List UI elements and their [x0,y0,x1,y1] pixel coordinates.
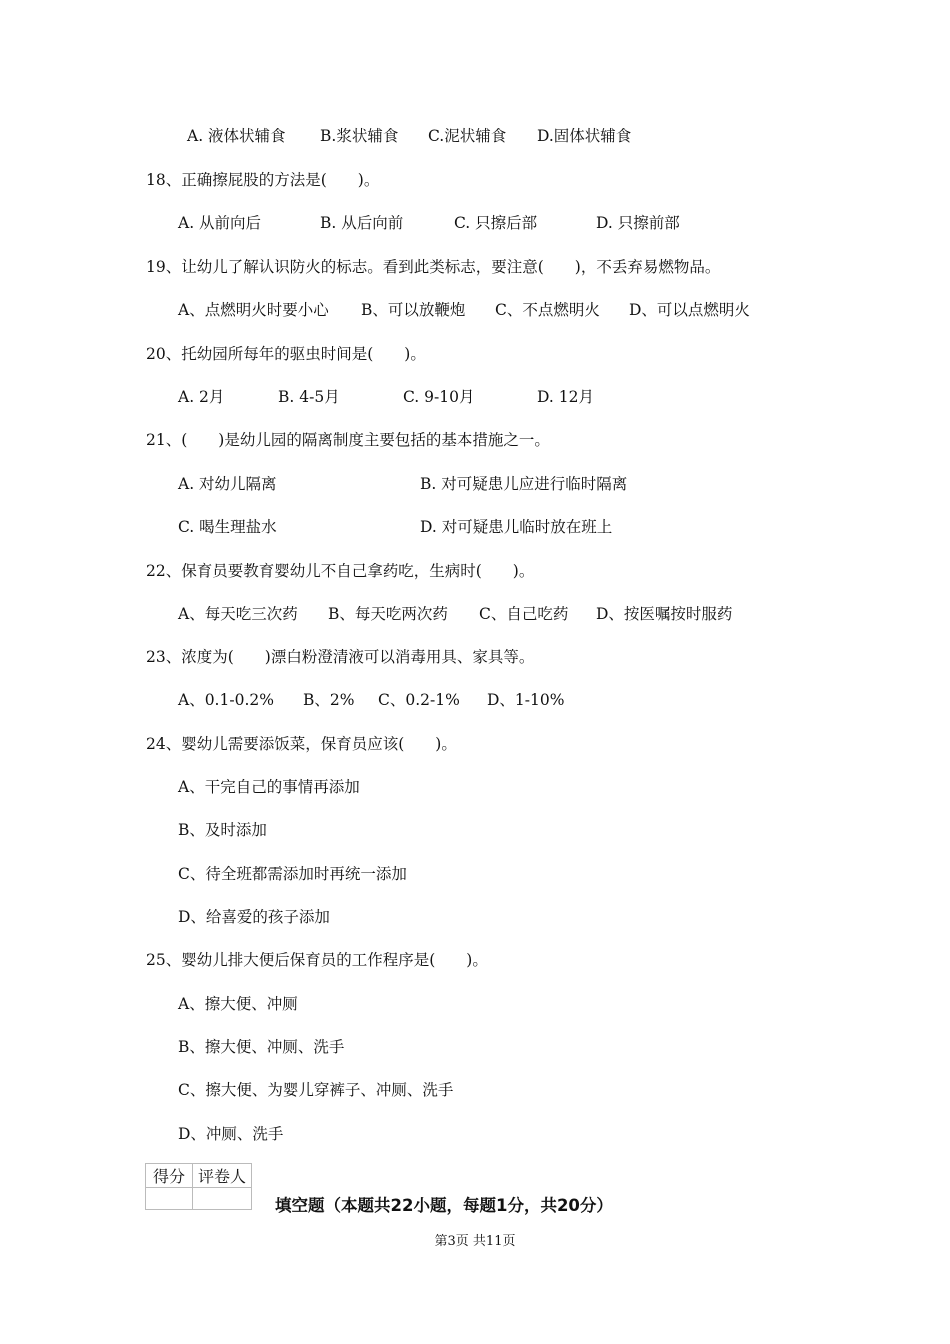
q19-stem: 19、让幼儿了解认识防火的标志。看到此类标志，要注意( )，不丢弃易燃物品。 [146,258,721,276]
q22-stem: 22、保育员要教育婴幼儿不自己拿药吃，生病时( )。 [146,562,535,580]
q23-stem: 23、浓度为( )漂白粉澄清液可以消毒用具、家具等。 [146,648,535,666]
q18-stem: 18、正确擦屁股的方法是( )。 [146,171,380,189]
q24-option-d: D、给喜爱的孩子添加 [178,908,330,926]
q25-option-d: D、冲厕、洗手 [178,1125,284,1143]
q24-stem: 24、婴幼儿需要添饭菜，保育员应该( )。 [146,735,457,753]
q21-option-b: B. 对可疑患儿应进行临时隔离 [420,475,628,493]
q19-option-b: B、可以放鞭炮 [361,301,466,319]
q23-option-c: C、0.2-1% [378,691,460,709]
q22-option-b: B、每天吃两次药 [328,605,448,623]
q20-option-d: D. 12月 [537,388,594,406]
q20-stem: 20、托幼园所每年的驱虫时间是( )。 [146,345,426,363]
q23-option-b: B、2% [303,691,355,709]
q17-option-a: A. 液体状辅食 [187,127,286,145]
q20-option-b: B. 4-5月 [278,388,340,406]
q18-option-b: B. 从后向前 [320,214,404,232]
q24-option-b: B、及时添加 [178,821,267,839]
q22-option-a: A、每天吃三次药 [178,605,298,623]
q17-option-c: C.泥状辅食 [428,127,507,145]
q17-option-d: D.固体状辅食 [537,127,632,145]
q25-option-c: C、擦大便、为婴儿穿裤子、冲厕、洗手 [178,1081,454,1099]
score-cell[interactable] [146,1188,193,1210]
q23-option-d: D、1-10% [487,691,565,709]
q21-option-c: C. 喝生理盐水 [178,518,277,536]
q20-option-c: C. 9-10月 [403,388,475,406]
q25-stem: 25、婴幼儿排大便后保育员的工作程序是( )。 [146,951,488,969]
grader-cell[interactable] [193,1188,252,1210]
q21-stem: 21、( )是幼儿园的隔离制度主要包括的基本措施之一。 [146,431,550,449]
page-footer: 第3页 共11页 [434,1234,516,1249]
q19-option-d: D、可以点燃明火 [629,301,750,319]
q18-option-a: A. 从前向后 [178,214,262,232]
q21-option-a: A. 对幼儿隔离 [178,475,277,493]
q18-option-c: C. 只擦后部 [454,214,538,232]
score-table [145,1163,252,1210]
q17-option-b: B.浆状辅食 [320,127,399,145]
q19-option-c: C、不点燃明火 [495,301,600,319]
grader-header: 评卷人 [193,1164,252,1188]
q24-option-c: C、待全班都需添加时再统一添加 [178,865,407,883]
q21-option-d: D. 对可疑患儿临时放在班上 [420,518,613,536]
q25-option-a: A、擦大便、冲厕 [178,995,298,1013]
score-header: 得分 [146,1164,193,1188]
q22-option-c: C、自己吃药 [479,605,569,623]
q20-option-a: A. 2月 [178,388,225,406]
section-title: 填空题（本题共22小题，每题1分，共20分） [275,1196,613,1215]
q24-option-a: A、干完自己的事情再添加 [178,778,360,796]
q25-option-b: B、擦大便、冲厕、洗手 [178,1038,345,1056]
q19-option-a: A、点燃明火时要小心 [178,301,329,319]
q23-option-a: A、0.1-0.2% [178,691,274,709]
q22-option-d: D、按医嘱按时服药 [596,605,733,623]
q18-option-d: D. 只擦前部 [596,214,680,232]
